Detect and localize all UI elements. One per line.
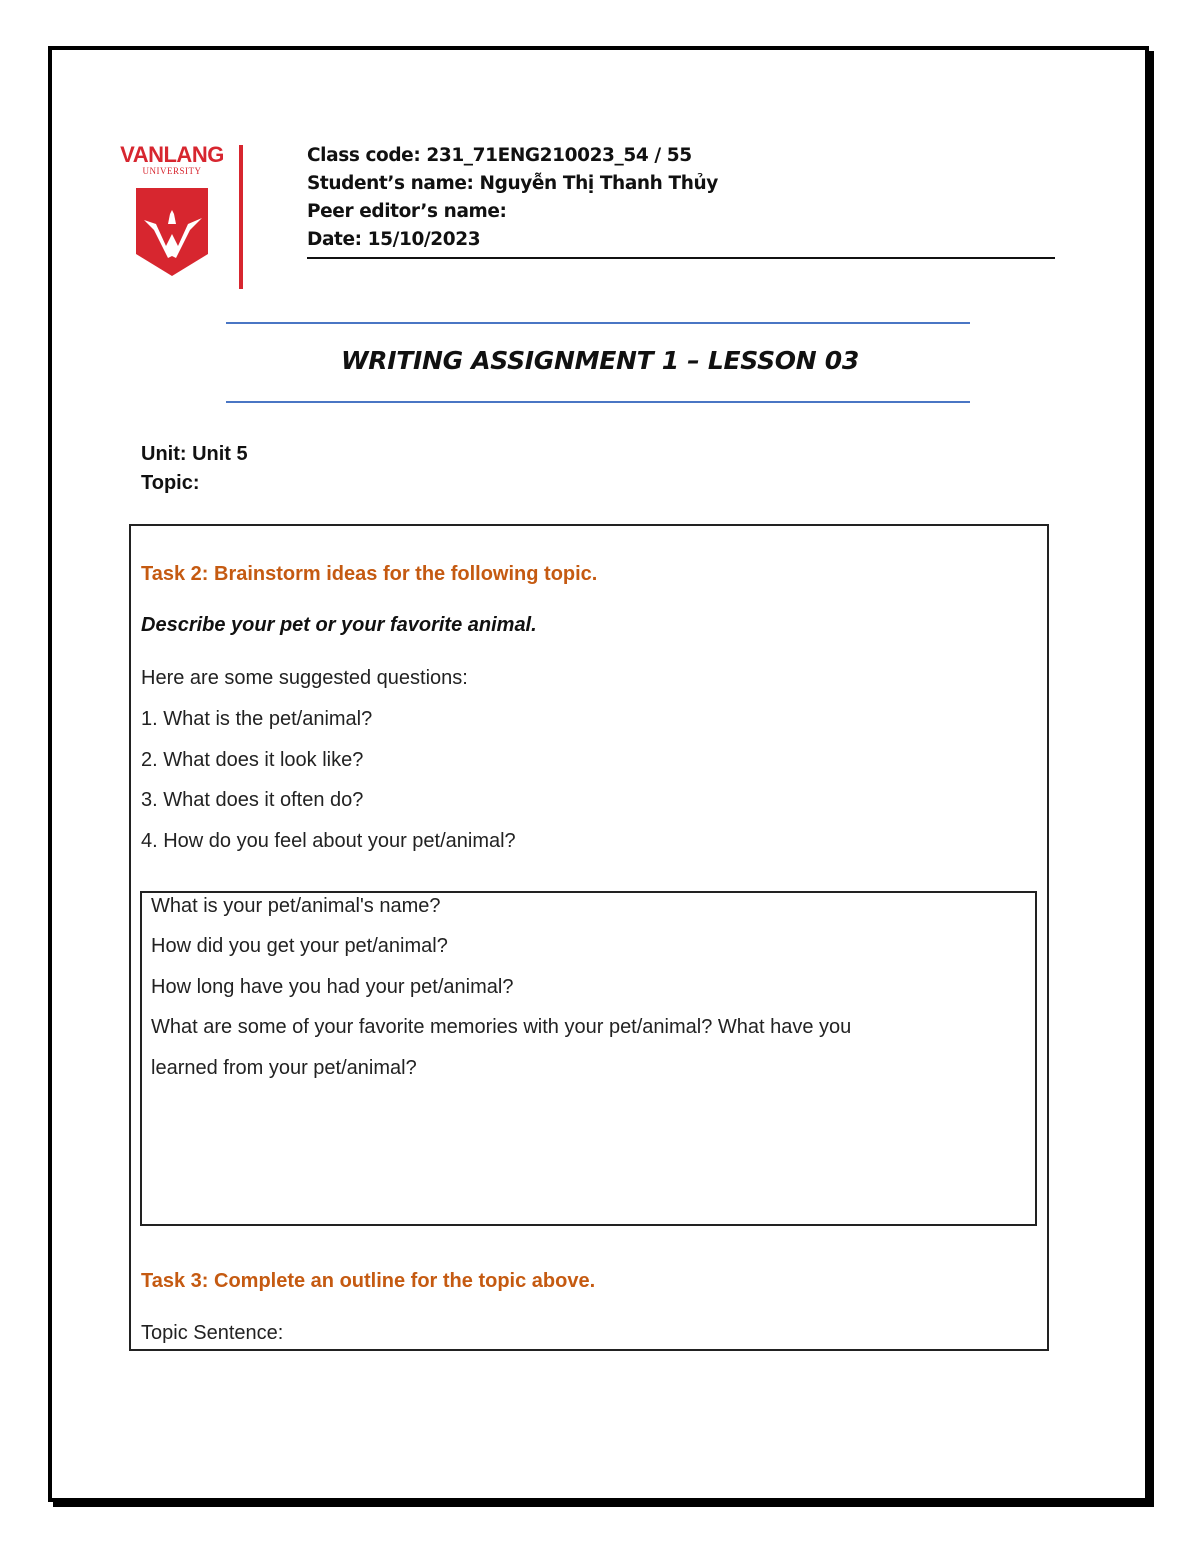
question-item: 2. What does it look like? — [141, 749, 364, 771]
unit-label: Unit: Unit 5 — [141, 443, 248, 465]
answer-line: How did you get your pet/animal? — [151, 935, 448, 957]
unit-topic-block — [141, 440, 248, 498]
university-logo — [112, 142, 234, 282]
student-name: Student’s name: Nguyễn Thị Thanh Thủy — [307, 173, 718, 194]
task2-prompt: Describe your pet or your favorite animal. — [141, 614, 537, 636]
task2-heading: Task 2: Brainstorm ideas for the following topic. — [141, 563, 598, 585]
task2-intro: Here are some suggested questions: — [141, 667, 468, 689]
answer-line: What is your pet/animal's name? — [151, 895, 441, 917]
page-title: WRITING ASSIGNMENT 1 – LESSON 03 — [341, 346, 859, 375]
header-underline — [307, 257, 1055, 259]
logo-wordmark: VANLANG — [120, 142, 224, 167]
class-code: Class code: 231_71ENG210023_54 / 55 — [307, 145, 692, 166]
header-info — [307, 142, 718, 254]
date: Date: 15/10/2023 — [307, 229, 481, 250]
question-item: 3. What does it often do? — [141, 789, 364, 811]
title-rule-bottom — [226, 401, 970, 403]
logo-divider — [239, 145, 243, 289]
answer-line: How long have you had your pet/animal? — [151, 976, 514, 998]
topic-sentence-label: Topic Sentence: — [141, 1322, 284, 1344]
question-item: 1. What is the pet/animal? — [141, 708, 373, 730]
task3-heading: Task 3: Complete an outline for the topic above. — [141, 1270, 596, 1292]
title-rule-top — [226, 322, 970, 324]
answer-line: learned from your pet/animal? — [151, 1057, 417, 1079]
logo-subtitle: UNIVERSITY — [142, 166, 202, 176]
peer-editor-name: Peer editor’s name: — [307, 201, 507, 222]
shield-icon — [132, 184, 212, 280]
question-item: 4. How do you feel about your pet/animal? — [141, 830, 516, 852]
topic-label: Topic: — [141, 472, 200, 494]
answer-line: What are some of your favorite memories with your pet/animal? What have you — [151, 1016, 852, 1038]
